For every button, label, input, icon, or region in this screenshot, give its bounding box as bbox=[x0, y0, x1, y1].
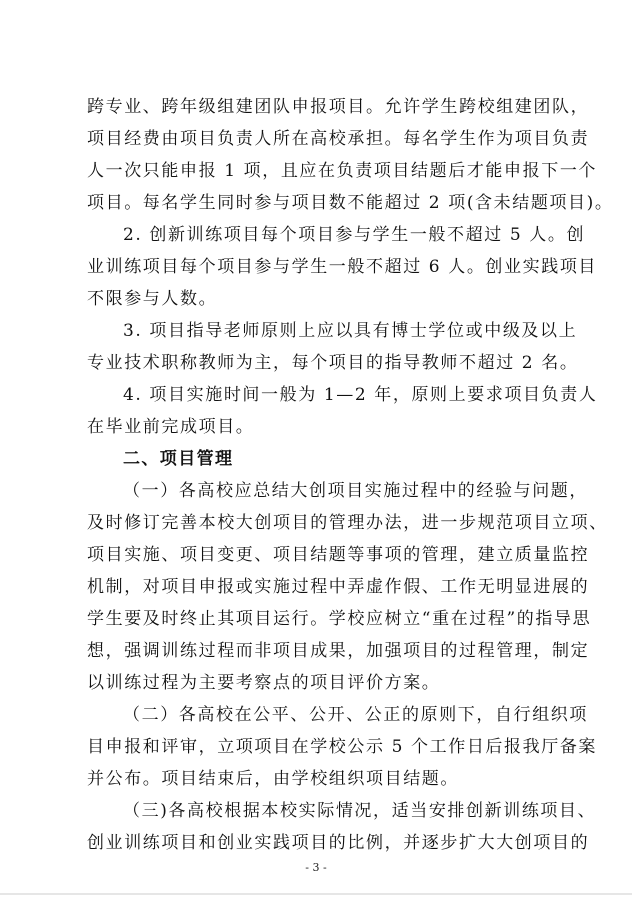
text-line: 项目。每名学生同时参与项目数不能超过 2 项(含未结题项目)。 bbox=[87, 193, 614, 213]
text-line: 4. 项目实施时间一般为 1—2 年，原则上要求项目负责人 bbox=[123, 385, 598, 405]
text-line: 3. 项目指导老师原则上应以具有博士学位或中级及以上 bbox=[123, 321, 578, 341]
text-line: 不限参与人数。 bbox=[87, 289, 218, 309]
bottom-divider bbox=[0, 893, 632, 895]
text-line: 想，强调训练过程而非项目成果，加强项目的过程管理，制定 bbox=[87, 641, 590, 661]
text-line: 2. 创新训练项目每个项目参与学生一般不超过 5 人。创 bbox=[123, 225, 586, 245]
text-line: 项目经费由项目负责人所在高校承担。每名学生作为项目负责 bbox=[87, 129, 590, 149]
section-heading: 二、项目管理 bbox=[123, 449, 234, 469]
text-line: 跨专业、跨年级组建团队申报项目。允许学生跨校组建团队， bbox=[87, 97, 590, 117]
text-line: 人一次只能申报 1 项，且应在负责项目结题后才能申报下一个 bbox=[87, 161, 598, 181]
text-line: 机制，对项目申报或实施过程中弄虚作假、工作无明显进展的 bbox=[87, 577, 590, 597]
text-line: 在毕业前完成项目。 bbox=[87, 417, 255, 437]
text-line: （二）各高校在公平、公开、公正的原则下，自行组织项 bbox=[123, 705, 588, 725]
text-line: 专业技术职称教师为主，每个项目的指导教师不超过 2 名。 bbox=[87, 353, 579, 373]
text-line: 项目实施、项目变更、项目结题等事项的管理，建立质量监控 bbox=[87, 545, 590, 565]
text-line: 创业训练项目和创业实践项目的比例，并逐步扩大大创项目的 bbox=[87, 833, 590, 853]
text-line: 学生要及时终止其项目运行。学校应树立“重在过程”的指导思 bbox=[87, 609, 592, 629]
page-number: - 3 - bbox=[305, 861, 327, 874]
text-line: 及时修订完善本校大创项目的管理办法，进一步规范项目立项、 bbox=[87, 513, 608, 533]
text-line: （一）各高校应总结大创项目实施过程中的经验与问题， bbox=[123, 481, 588, 501]
text-line: 以训练过程为主要考察点的项目评价方案。 bbox=[87, 673, 441, 693]
text-line: 目申报和评审，立项项目在学校公示 5 个工作日后报我厅备案 bbox=[87, 737, 598, 757]
text-line: 并公布。项目结束后，由学校组织项目结题。 bbox=[87, 769, 459, 789]
text-line: 业训练项目每个项目参与学生一般不超过 6 人。创业实践项目 bbox=[87, 257, 598, 277]
text-line: （三)各高校根据本校实际情况，适当安排创新训练项目、 bbox=[123, 801, 597, 821]
